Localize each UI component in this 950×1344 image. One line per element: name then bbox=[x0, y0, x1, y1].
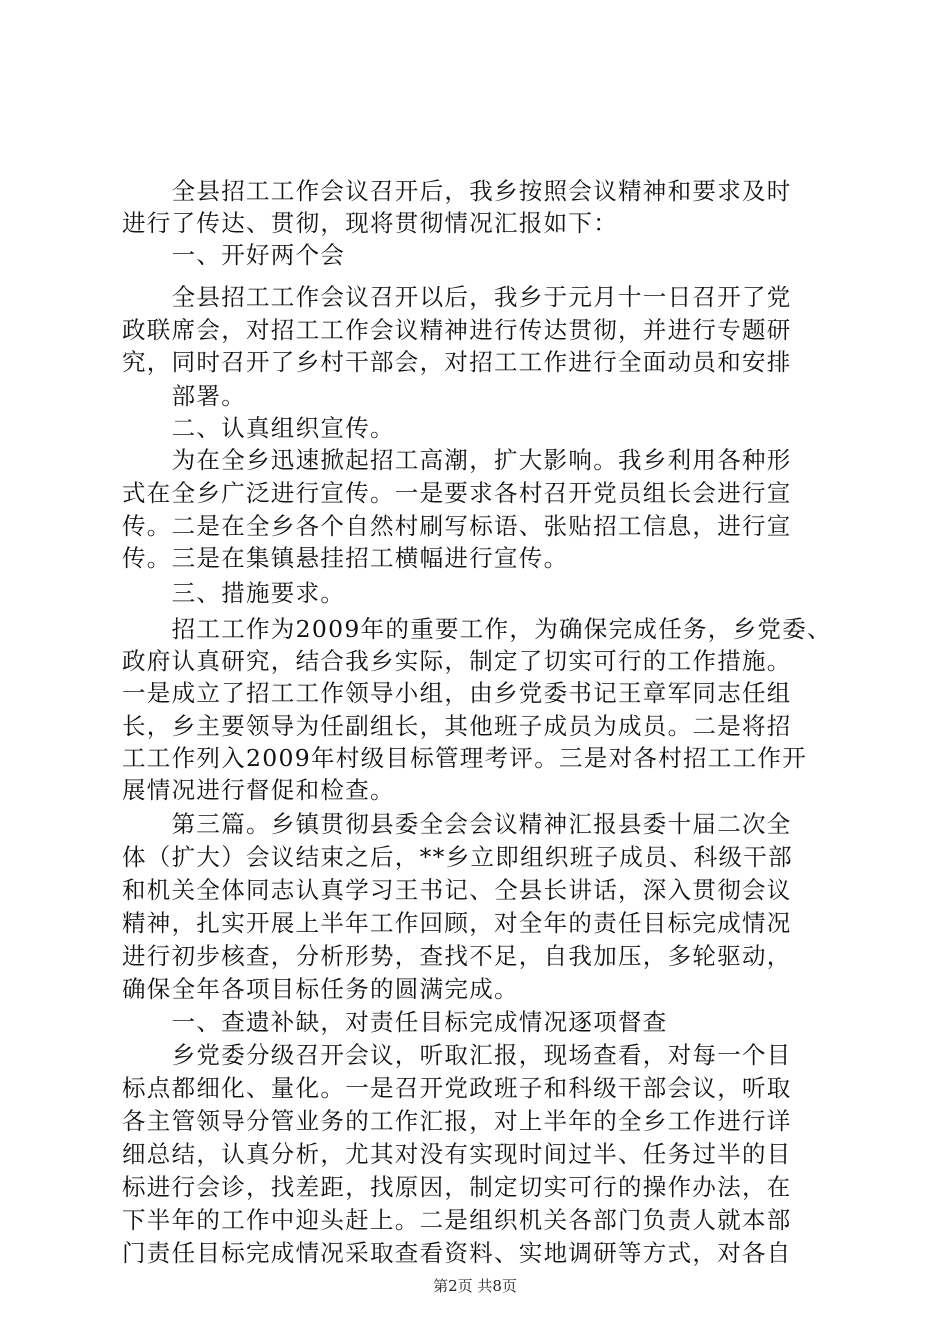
text-line: 各主管领导分管业务的工作汇报，对上半年的全乡工作进行详 bbox=[122, 1107, 792, 1135]
section-heading: 一、开好两个会 bbox=[122, 241, 346, 269]
text-line: 传。三是在集镇悬挂招工横幅进行宣传。 bbox=[122, 544, 569, 572]
text-line: 门责任目标完成情况采取查看资料、实地调研等方式，对各自 bbox=[122, 1239, 792, 1267]
page-footer: 第2页 共8页 bbox=[433, 1277, 517, 1295]
text-line: 全县招工工作会议召开后，我乡按照会议精神和要求及时 bbox=[122, 177, 792, 205]
section-heading: 二、认真组织宣传。 bbox=[122, 414, 395, 442]
text-line: 第三篇。乡镇贯彻县委全会会议精神汇报县委十届二次全 bbox=[122, 810, 792, 838]
text-line: 标进行会诊，找差距，找原因，制定切实可行的操作办法，在 bbox=[122, 1173, 792, 1201]
text-line: 精神，扎实开展上半年工作回顾，对全年的责任目标完成情况 bbox=[122, 909, 792, 937]
text-line: 政府认真研究，结合我乡实际，制定了切实可行的工作措施。 bbox=[122, 647, 792, 675]
text-line: 传。二是在全乡各个自然村刷写标语、张贴招工信息，进行宣 bbox=[122, 512, 792, 540]
text-line: 进行初步核查，分析形势，查找不足，自我加压，多轮驱动， bbox=[122, 942, 792, 970]
text-line: 部署。 bbox=[122, 382, 246, 410]
text-line: 下半年的工作中迎头赶上。二是组织机关各部门负责人就本部 bbox=[122, 1206, 792, 1234]
text-line: 为在全乡迅速掀起招工高潮，扩大影响。我乡利用各种形 bbox=[122, 446, 792, 474]
text-line: 展情况进行督促和检查。 bbox=[122, 776, 395, 804]
text-line: 细总结，认真分析，尤其对没有实现时间过半、任务过半的目 bbox=[122, 1140, 792, 1168]
text-line: 究，同时召开了乡村干部会，对招工工作进行全面动员和安排 bbox=[122, 348, 792, 376]
text-line: 招工工作为2009年的重要工作，为确保完成任务，乡党委、 bbox=[122, 615, 832, 643]
text-line: 标点都细化、量化。一是召开党政班子和科级干部会议，听取 bbox=[122, 1074, 792, 1102]
section-heading: 三、措施要求。 bbox=[122, 579, 346, 607]
text-line: 全县招工工作会议召开以后，我乡于元月十一日召开了党 bbox=[122, 283, 792, 311]
text-line: 确保全年各项目标任务的圆满完成。 bbox=[122, 975, 519, 1003]
text-line: 一是成立了招工工作领导小组，由乡党委书记王章军同志任组 bbox=[122, 679, 792, 707]
text-line: 体（扩大）会议结束之后，**乡立即组织班子成员、科级干部 bbox=[122, 843, 793, 871]
text-line: 长，乡主要领导为任副组长，其他班子成员为成员。二是将招 bbox=[122, 712, 792, 740]
text-line: 工工作列入2009年村级目标管理考评。三是对各村招工工作开 bbox=[122, 744, 808, 772]
text-line: 和机关全体同志认真学习王书记、仝县长讲话，深入贯彻会议 bbox=[122, 876, 792, 904]
text-line: 进行了传达、贯彻，现将贯彻情况汇报如下： bbox=[122, 209, 618, 237]
section-heading: 一、查遗补缺，对责任目标完成情况逐项督查 bbox=[122, 1008, 668, 1036]
text-line: 式在全乡广泛进行宣传。一是要求各村召开党员组长会进行宣 bbox=[122, 479, 792, 507]
text-line: 乡党委分级召开会议，听取汇报，现场查看，对每一个目 bbox=[122, 1041, 792, 1069]
text-line: 政联席会，对招工工作会议精神进行传达贯彻，并进行专题研 bbox=[122, 316, 792, 344]
